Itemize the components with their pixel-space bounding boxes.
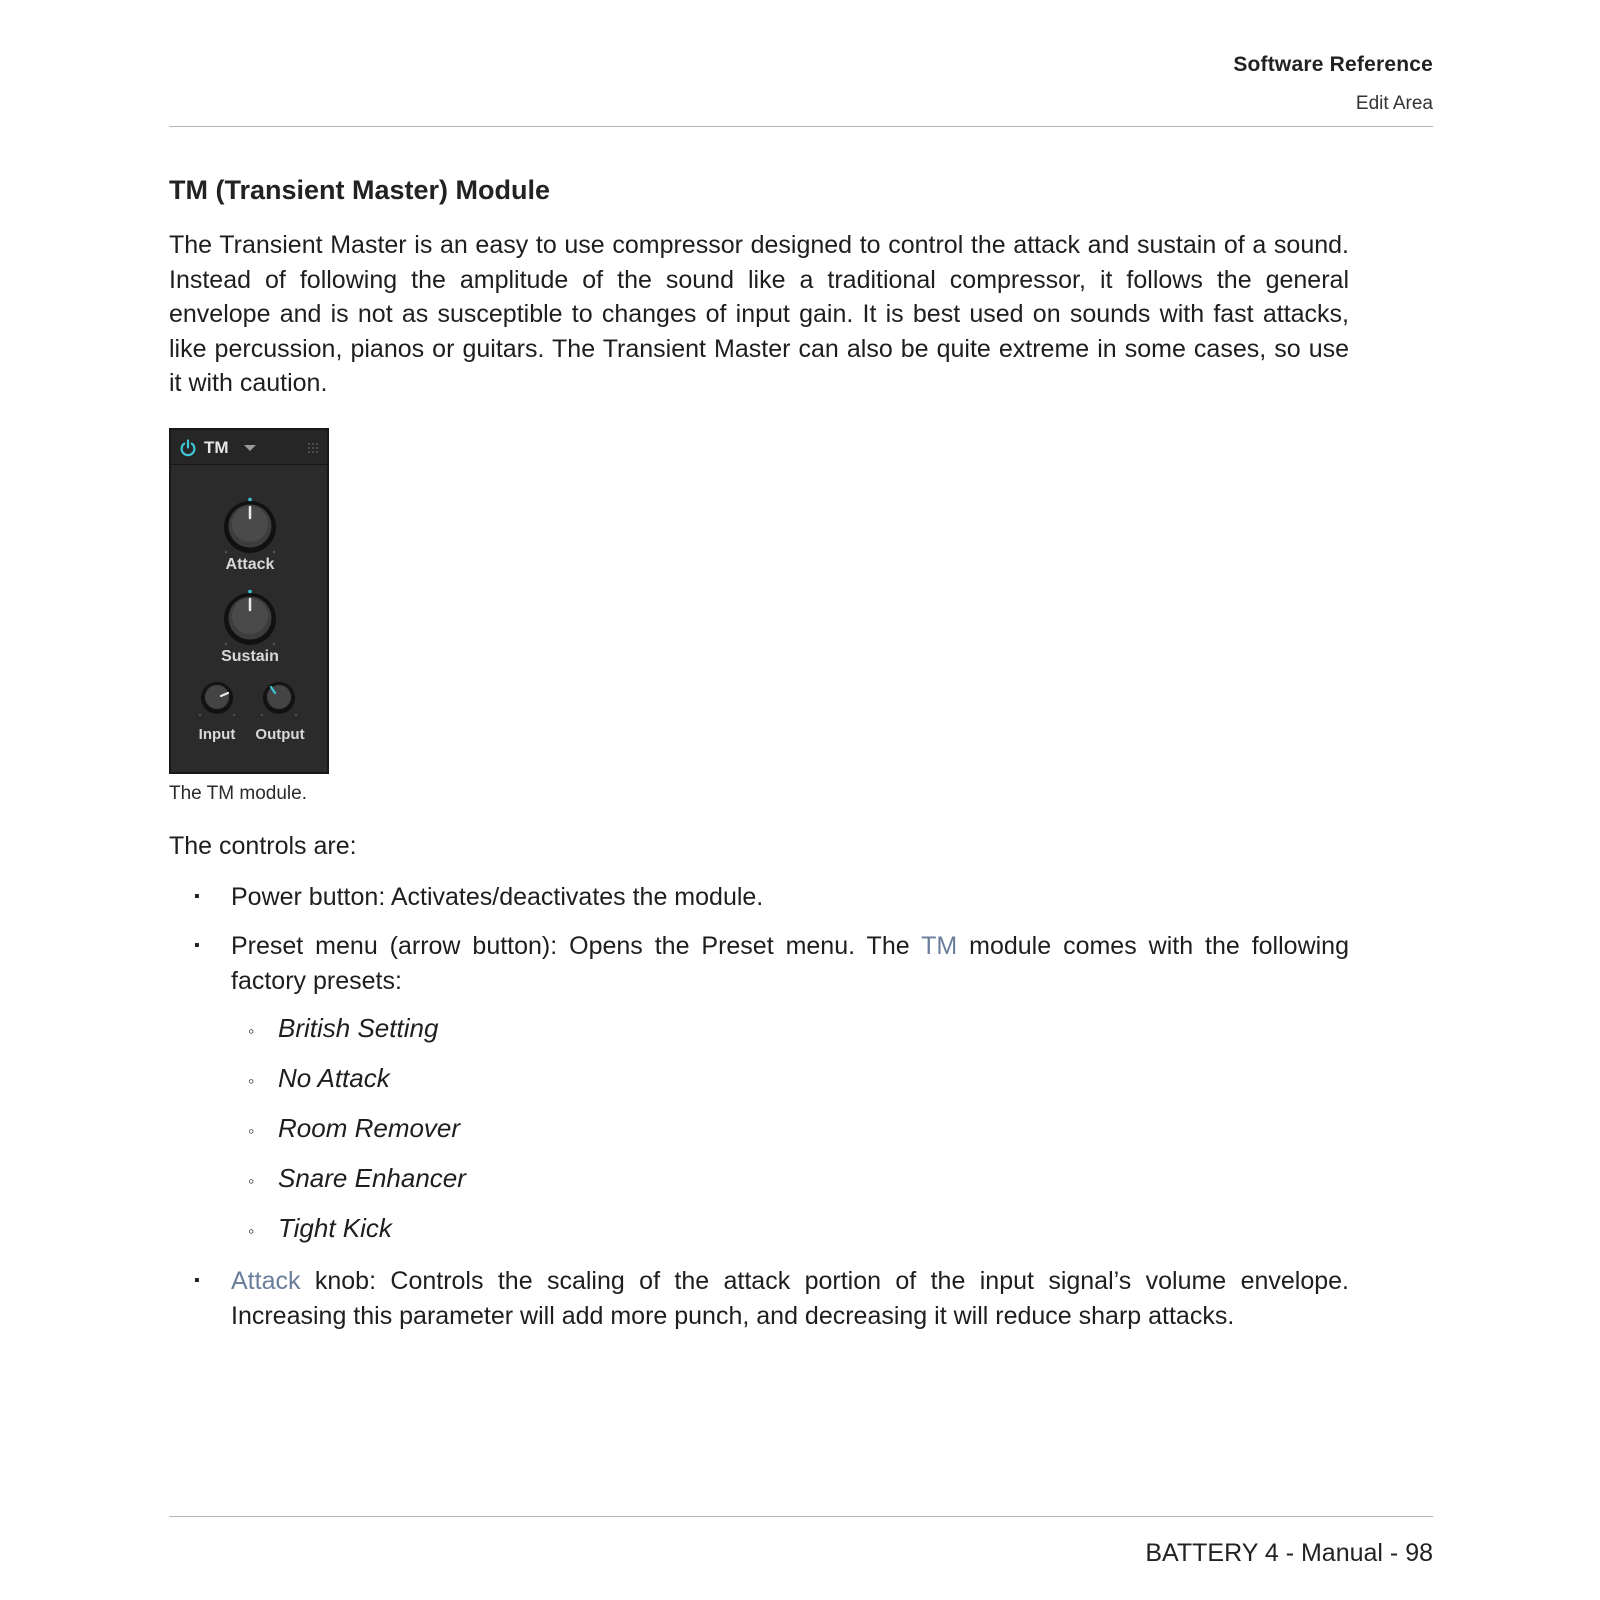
- sub-bullet-icon: ◦: [248, 1071, 255, 1091]
- controls-intro: The controls are:: [169, 832, 357, 860]
- preset-item: British Setting: [278, 1013, 439, 1043]
- attack-knob[interactable]: [220, 496, 280, 556]
- preset-item: No Attack: [278, 1063, 390, 1093]
- tm-link[interactable]: TM: [921, 932, 958, 960]
- sustain-label: Sustain: [221, 648, 279, 665]
- section-title: TM (Transient Master) Module: [169, 175, 551, 205]
- input-knob[interactable]: [197, 678, 237, 718]
- chevron-down-icon[interactable]: [244, 445, 256, 451]
- preset-menu-description: [231, 929, 1349, 998]
- output-label: Output: [255, 726, 305, 743]
- grip-icon[interactable]: [307, 442, 319, 454]
- output-knob[interactable]: [259, 678, 299, 718]
- attack-knob-description: [231, 1264, 1349, 1333]
- header-section-title: Software Reference: [1233, 53, 1433, 76]
- bullet-icon: ▪: [194, 937, 200, 954]
- preset-text-end: module comes with the following factory presets:: [231, 932, 1349, 995]
- module-name: TM: [204, 438, 229, 457]
- figure-caption: The TM module.: [169, 783, 307, 804]
- sub-bullet-icon: ◦: [248, 1121, 255, 1141]
- preset-item: Room Remover: [278, 1113, 461, 1143]
- input-label: Input: [198, 726, 236, 743]
- module-header: [171, 430, 327, 465]
- header-divider: [169, 126, 1433, 127]
- sub-bullet-icon: ◦: [248, 1171, 255, 1191]
- power-icon[interactable]: [179, 439, 197, 457]
- attack-label: Attack: [225, 556, 275, 573]
- attack-link[interactable]: Attack: [231, 1267, 301, 1295]
- preset-item: Tight Kick: [278, 1213, 392, 1243]
- attack-text: knob: Controls the scaling of the attack portion of the input signal’s volume envelope. Increasing this parameter will add more punch, and decreasing it will reduce sharp attacks.: [231, 1267, 1349, 1330]
- header-subsection: Edit Area: [1355, 93, 1433, 114]
- sub-bullet-icon: ◦: [248, 1021, 255, 1041]
- sub-bullet-icon: ◦: [248, 1221, 255, 1241]
- preset-text-start: Preset menu (arrow button): Opens the Preset menu. The: [231, 932, 922, 960]
- bullet-icon: ▪: [194, 1272, 200, 1289]
- power-button-description: Power button: Activates/deactivates the module.: [231, 883, 764, 911]
- footer-page-label: BATTERY 4 - Manual - 98: [1145, 1539, 1433, 1567]
- preset-item: Snare Enhancer: [278, 1163, 466, 1193]
- intro-paragraph: The Transient Master is an easy to use compressor designed to control the attack and sustain of a sound. Instead of following the amplitude of the sound like a traditional compressor, it follows the general envelope and is not as susceptible to changes of input gain. It is best used on sounds with fast attacks, like percussion, pianos or guitars. The Transient Master can also be quite extreme in some cases, so use it with caution.: [169, 231, 1349, 397]
- footer-divider: [169, 1516, 1433, 1517]
- tm-module-panel: [169, 428, 329, 774]
- bullet-icon: ▪: [194, 888, 200, 905]
- sustain-knob[interactable]: [220, 588, 280, 648]
